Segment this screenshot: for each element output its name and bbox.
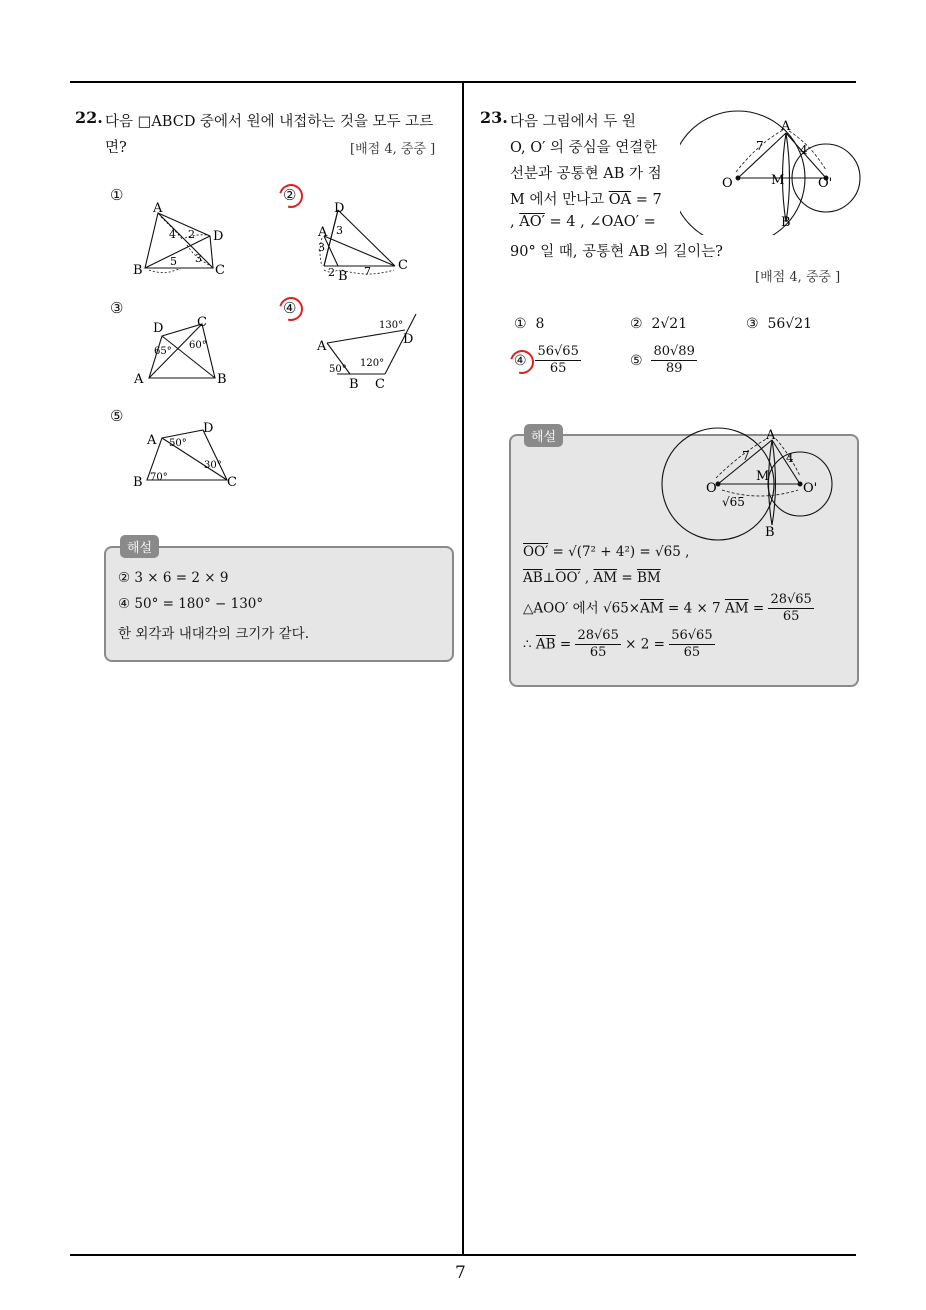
q23-sol-fig-label-O: O — [706, 481, 717, 496]
fig4-angle-50: 50° — [329, 364, 347, 375]
q23-choice-1-value: 8 — [535, 316, 545, 332]
fig4-label-A: A — [317, 339, 327, 354]
fig3-label-A: A — [134, 372, 144, 387]
q22-choice-1[interactable]: ① — [110, 186, 124, 204]
q22-figure-5 — [125, 418, 245, 494]
fig1-label-D: D — [213, 229, 224, 244]
q23-sol-l4-frac2 — [669, 628, 714, 662]
q23-sol-l4-den2: 65 — [683, 645, 701, 661]
q22-choice-4-mark — [275, 293, 308, 326]
q23-choice-2[interactable] — [630, 316, 687, 332]
q23-meta: [배점 4, 중중 ] — [755, 270, 841, 285]
q23-sol-seg-OO2b: OO′ — [555, 570, 581, 586]
q23-sol-l3-num: 28√65 — [768, 592, 813, 609]
q23-sol-fig-label-O2: O' — [803, 481, 818, 496]
q23-sol-l3a: △AOO′ 에서 √65× — [523, 600, 641, 617]
q23-sol-seg-BM: $\overline{BM}$ — [636, 570, 661, 586]
q23-text-line5 — [510, 214, 656, 230]
fig4-angle-130: 130° — [379, 320, 404, 331]
q23-fig-label-O2: O' — [818, 176, 833, 191]
q23-sol-fig-length-7: 7 — [742, 449, 750, 463]
q23-choice-5-fraction — [651, 344, 696, 378]
q23-fig-label-B: B — [781, 215, 791, 230]
q23-choice-2-mark: ② — [630, 316, 643, 332]
q23-sol-seg-OO2: OO′ — [523, 544, 549, 560]
q23-sol-fig-label-A: A — [766, 428, 776, 443]
q23-choice-4-mark: ④ — [514, 352, 527, 369]
q22-figure-1 — [125, 198, 235, 282]
q23-sol-fig-length-oo: √65 — [722, 495, 745, 509]
fig1-label-C: C — [215, 263, 225, 278]
q23-choice-3-mark: ③ — [746, 316, 759, 332]
q23-sol-seg-AM2: $\overline{AM}$ — [640, 600, 664, 617]
q23-fig-length-4: 4 — [800, 143, 808, 157]
q23-sol-l4c: = — [559, 636, 572, 653]
fig2-length-7: 7 — [364, 265, 371, 278]
fig2-length-2: 2 — [328, 266, 335, 279]
q22-figure-3 — [125, 310, 235, 390]
q23-solution-line4 — [523, 628, 715, 662]
fig1-length-2: 2 — [188, 228, 195, 241]
q23-sol-seg-AM3: $\overline{AM}$ — [724, 600, 749, 617]
fig5-label-B: B — [133, 475, 143, 490]
q23-sol-l3-frac — [768, 592, 813, 626]
column-divider — [462, 81, 464, 1256]
q23-sol-l3c: = 4 × 7 — [667, 600, 721, 617]
q23-sol-l4-num1: 28√65 — [575, 628, 620, 645]
fig5-angle-70: 70° — [150, 472, 168, 483]
q23-sol-eq: = — [621, 570, 633, 586]
q22-choice-2[interactable]: ② — [283, 186, 297, 204]
q23-sol-seg-AM: $\overline{AM}$ — [593, 570, 618, 586]
bottom-rule — [70, 1254, 856, 1256]
q23-sol-seg-AB2: $\overline{AB}$ — [535, 636, 556, 653]
q23-solution-figure — [660, 420, 860, 545]
q23-choice-1-mark: ① — [514, 316, 527, 332]
fig3-label-D: D — [153, 321, 164, 336]
q23-text-line5a: , — [510, 214, 515, 230]
q23-sol-l4-den1: 65 — [589, 645, 607, 661]
q23-text-line4a: M 에서 만나고 — [510, 192, 605, 208]
q23-solution-line1 — [523, 544, 689, 560]
fig1-label-B: B — [133, 263, 143, 278]
q23-choice-4-num: 56√65 — [535, 344, 580, 361]
q23-choice-4-den: 65 — [549, 361, 567, 377]
fig1-length-5: 5 — [170, 255, 177, 268]
q23-sol-l4a: ∴ — [523, 636, 532, 653]
q23-sol-l4-num2: 56√65 — [669, 628, 714, 645]
fig5-angle-30: 30° — [204, 460, 222, 471]
q23-text-line4c: = 7 — [635, 192, 662, 208]
q23-sol-l4d: × 2 = — [625, 636, 665, 653]
q23-text-line6: 90° 일 때, 공통현 AB 의 길이는? — [510, 244, 723, 260]
q23-choice-5-num: 80√89 — [651, 344, 696, 361]
q22-choice-5[interactable]: ⑤ — [110, 407, 124, 425]
q22-text-line2: 면? — [105, 140, 127, 156]
q23-fig-label-M: M — [771, 173, 785, 188]
q23-segment-OA: $\overline{OA}$ — [608, 192, 632, 208]
q23-text-line3: 선분과 공통현 AB 가 점 — [510, 166, 662, 182]
q23-solution-line2 — [523, 570, 661, 586]
q22-figure-2 — [310, 198, 415, 284]
q23-choice-3-value: 56√21 — [767, 316, 813, 332]
fig4-label-B: B — [349, 377, 359, 392]
fig5-label-D: D — [203, 421, 214, 436]
q23-choice-3[interactable] — [746, 316, 812, 332]
q23-segment-AO2: AO′ — [519, 214, 545, 230]
q23-sol-fig-label-M: M — [756, 469, 770, 484]
q23-sol-l1-rest: = √(7² + 4²) = √65 , — [552, 544, 690, 560]
fig1-label-A: A — [153, 201, 163, 216]
fig3-label-C: C — [197, 315, 207, 330]
q22-solution-line1: ② 3 × 6 = 2 × 9 — [118, 570, 229, 586]
q23-fig-label-O: O — [722, 176, 733, 191]
q22-choice-4[interactable]: ④ — [283, 299, 297, 317]
fig5-label-C: C — [227, 475, 237, 490]
q23-text-line2: O, O′ 의 중심을 연결한 — [510, 140, 658, 156]
q23-choice-4-fraction — [535, 344, 580, 378]
q23-sol-fig-length-4: 4 — [786, 451, 794, 465]
fig3-angle-60: 60° — [189, 340, 207, 351]
q23-choice-2-value: 2√21 — [651, 316, 688, 332]
fig4-label-D: D — [403, 332, 414, 347]
fig5-label-A: A — [147, 433, 157, 448]
q23-fig-label-A: A — [781, 119, 791, 134]
q23-sol-l3e: = — [752, 600, 765, 617]
q23-sol-l4-frac1 — [575, 628, 620, 662]
q23-fig-length-7: 7 — [756, 139, 764, 153]
fig3-angle-65: 65° — [154, 346, 172, 357]
q22-number: 22. — [75, 108, 103, 127]
q22-solution-line3: 한 외각과 내대각의 크기가 같다. — [118, 626, 309, 642]
q22-figure-4 — [315, 308, 425, 392]
fig4-label-C: C — [375, 377, 385, 392]
q23-sol-l3-den: 65 — [782, 609, 800, 625]
q23-choice-5[interactable] — [630, 344, 697, 378]
fig1-length-4: 4 — [169, 228, 176, 241]
fig4-angle-120: 120° — [360, 358, 385, 369]
fig2-label-A: A — [318, 225, 328, 240]
q23-solution-tag: 해설 — [524, 424, 563, 447]
q23-choice-1[interactable] — [514, 316, 544, 332]
fig5-angle-50: 50° — [169, 438, 187, 449]
q23-text-line1: 다음 그림에서 두 원 — [510, 114, 636, 130]
q23-sol-comma: , — [584, 570, 590, 586]
q23-solution-line3 — [523, 592, 814, 626]
fig2-label-B: B — [338, 269, 348, 284]
q22-solution-line2: ④ 50° = 180° − 130° — [118, 596, 264, 612]
fig3-label-B: B — [217, 372, 227, 387]
q23-sol-seg-AB: $\overline{AB}$ — [523, 570, 543, 586]
fig2-length-3b: 3 — [318, 241, 325, 254]
q22-choice-3[interactable]: ③ — [110, 299, 124, 317]
q23-choice-5-den: 89 — [665, 361, 683, 377]
q23-text-line5c: = 4 , ∠OAO′ = — [549, 214, 656, 230]
q22-text-line1: 다음 □ABCD 중에서 원에 내접하는 것을 모두 고르 — [105, 114, 434, 130]
q23-number: 23. — [480, 108, 508, 127]
q22-meta: [배점 4, 중중 ] — [350, 142, 436, 157]
q23-sol-fig-label-B: B — [765, 525, 775, 540]
fig1-length-3: 3 — [195, 252, 202, 265]
fig2-label-D: D — [334, 201, 345, 216]
fig2-length-3a: 3 — [336, 224, 343, 237]
q23-sol-perp: ⊥ — [542, 570, 556, 586]
q23-figure — [680, 100, 862, 235]
q22-choice-2-mark — [275, 180, 308, 213]
page-number: 7 — [455, 1263, 466, 1283]
q23-choice-5-mark: ⑤ — [630, 352, 643, 369]
q22-solution-tag: 해설 — [120, 535, 159, 558]
q23-text-line4 — [510, 188, 662, 209]
fig2-label-C: C — [398, 258, 408, 273]
